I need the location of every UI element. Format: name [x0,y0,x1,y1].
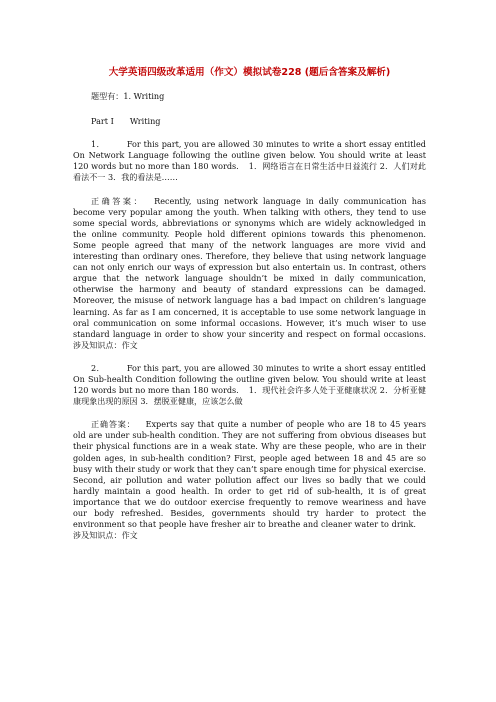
question-2 [73,363,426,407]
answer-label: 正确答案： [91,419,136,430]
question-type-line: 题型有：1. Writing [91,91,165,101]
question-number: 2． [91,362,105,373]
part-label: Part I [91,116,114,127]
question-outline: 1．网络语言在日常生活中日益流行 2．人们对此看法不一 3．我的看法是…… [73,161,426,183]
question-prompt: For this part, you are allowed 30 minutes to write a short essay entitled On Network Language following the outline given below. You should write at least 120 words but no more than 180 words. [73,139,426,172]
knowledge-point: 涉及知识点：作文 [73,530,138,541]
part-name: Writing [129,116,161,127]
answer-text: Experts say that quite a number of people who are 18 to 45 years old are under sub-health condition. They are not suffering from obvious diseases but their physical functions are in a weak state. Why are these people, who are in their golden ages, in sub-health condition? First, people aged between 18 and 45 are so busy with their study or work that they can’t spare enough time for physical exercise. Second, air pollution and water pollution affect our lives so badly that we could hardly maintain a good health. In order to get rid of sub-health, it is of great importance that we do outdoor exercise frequently to remove weariness and have our body refreshed. Besides, governments should try harder to protect the environment so that people have fresher air to breathe and cleaner water to drink. [73,419,426,530]
knowledge-point: 涉及知识点：作文 [73,339,138,350]
answer-text: Recently, using network language in daily communication has become very popular among the youth. When talking with others, they tend to use some special words, abbreviations or synonyms which are widely acknowledged in the online community. People hold different opinions towards this phenomenon. Some people agreed that many of the network languages are more vivid and interesting than ordinary ones. Therefore, they believe that using network language can not only enrich our ways of expression but also entertain us. In contrast, others argue that the network language shouldn’t be mixed in daily communication, otherwise the harmony and beauty of standard expressions can be damaged. Moreover, the misuse of network language has a bad impact on children’s language learning. As far as I am concerned, it is acceptable to use some network language in oral communication on some informal occasions. However, it’s much wiser to use standard language in order to show your sincerity and respect on formal occasions. [73,195,426,339]
question-number: 1． [91,139,105,150]
page-title: 大学英语四级改革适用（作文）模拟试卷228 (题后含答案及解析) [108,67,391,78]
answer-2 [73,419,426,541]
answer-label: 正确答案： [91,195,145,206]
answer-1 [73,196,426,351]
question-outline: 1．现代社会许多人处于亚健康状况 2．分析亚健康现象出现的原因 3．摆脱亚健康，应该怎么做 [73,385,426,407]
question-1 [73,139,426,183]
part-heading [73,116,426,127]
question-prompt: For this part, you are allowed 30 minutes to write a short essay entitled On Sub-health Condition following the outline given below. You should write at least 120 words but no more than 180 words. [73,362,426,396]
